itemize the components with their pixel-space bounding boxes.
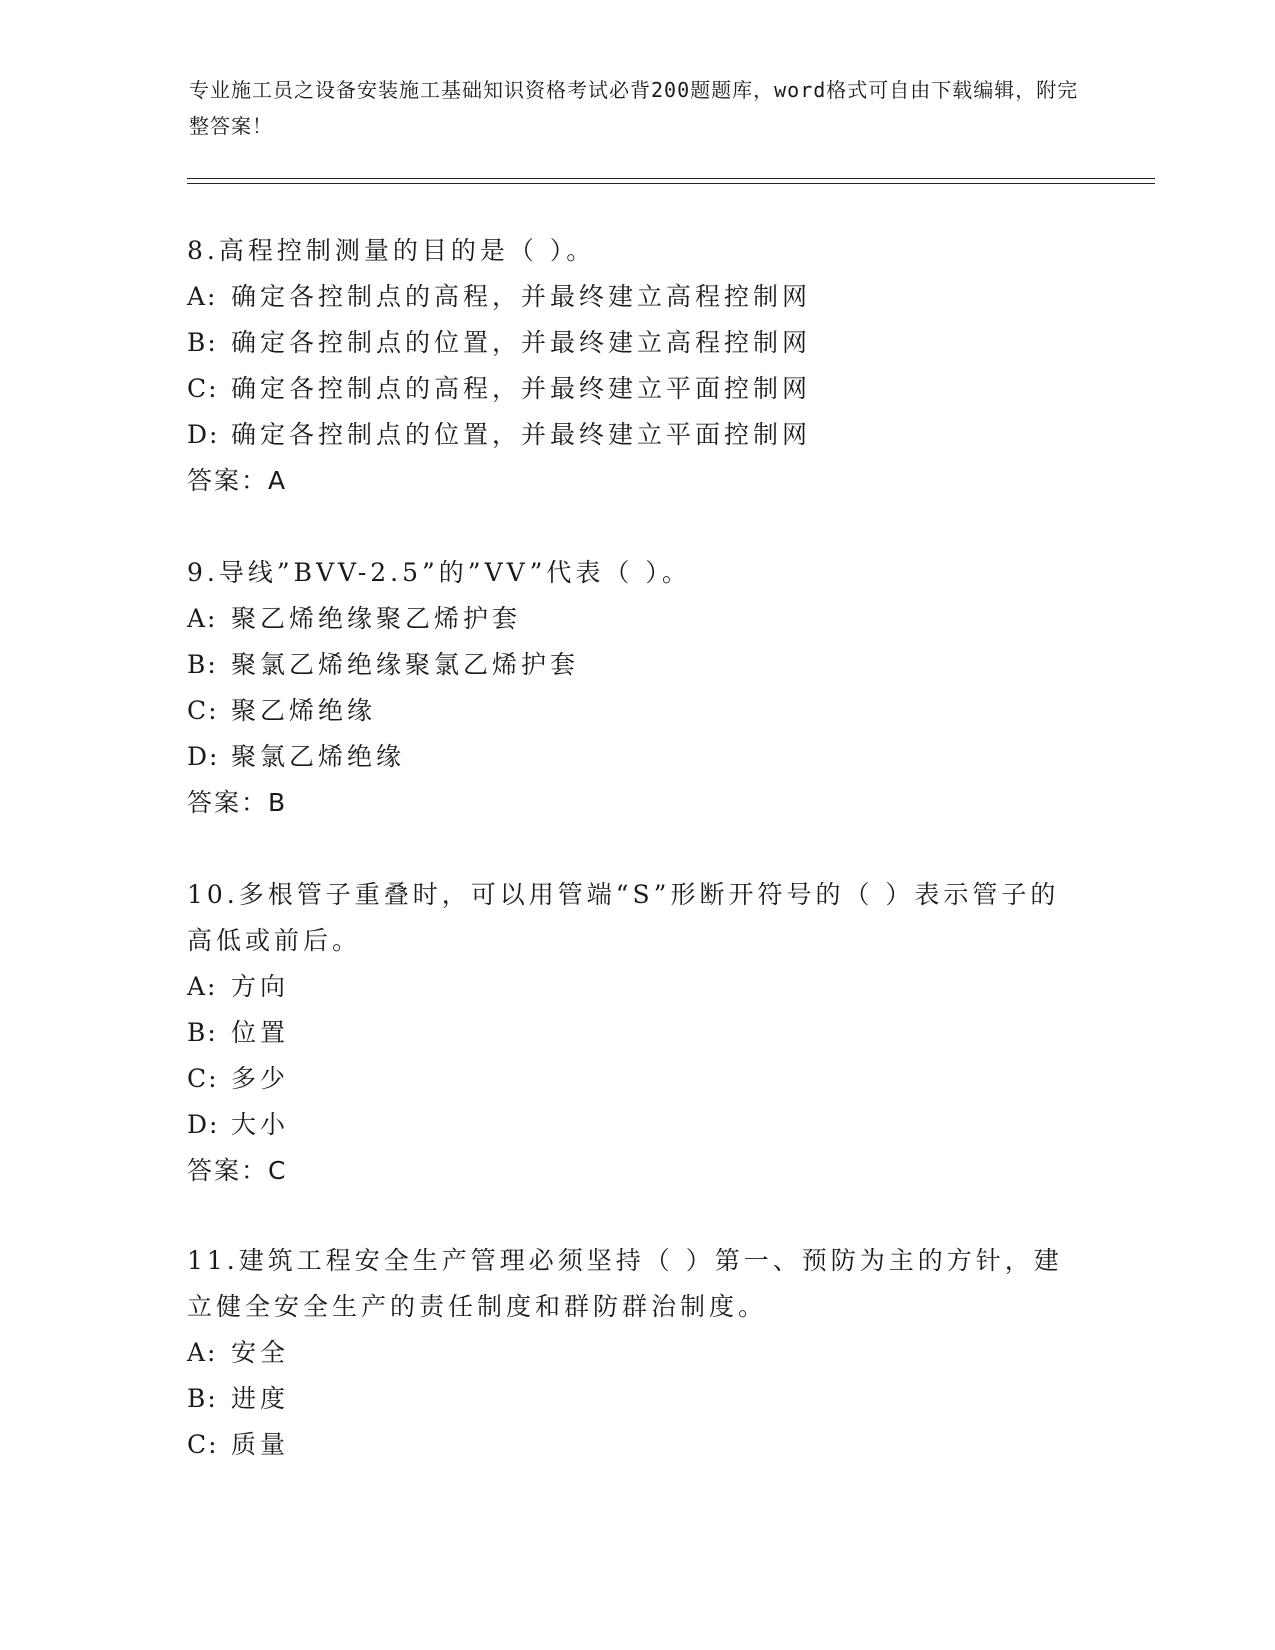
option-letter: A: bbox=[187, 1338, 218, 1367]
option-b bbox=[187, 320, 1087, 366]
option-letter: A: bbox=[187, 972, 218, 1001]
option-text: 聚氯乙烯绝缘 bbox=[231, 742, 406, 771]
option-a bbox=[187, 964, 1087, 1010]
document-header: 专业施工员之设备安装施工基础知识资格考试必背200题题库，word格式可自由下载编辑，附完整答案！ bbox=[189, 78, 1079, 138]
option-d bbox=[187, 1102, 1087, 1148]
option-text: 安全 bbox=[231, 1338, 290, 1367]
option-text: 进度 bbox=[231, 1384, 290, 1413]
header-divider-top bbox=[187, 178, 1155, 179]
option-b bbox=[187, 1010, 1087, 1056]
option-letter: B: bbox=[187, 1384, 218, 1413]
option-letter: C: bbox=[187, 1064, 219, 1093]
question-stem: 9.导线”BVV-2.5”的”VV”代表（ ）。 bbox=[187, 558, 691, 587]
option-c bbox=[187, 1422, 1087, 1468]
question-stem: 10.多根管子重叠时，可以用管端“S”形断开符号的（ ）表示管子的高低或前后。 bbox=[187, 880, 1060, 955]
option-letter: A: bbox=[187, 282, 218, 311]
option-text: 确定各控制点的高程，并最终建立高程控制网 bbox=[231, 282, 812, 311]
question-10 bbox=[187, 872, 1087, 1194]
option-letter: C: bbox=[187, 374, 219, 403]
question-stem: 8.高程控制测量的目的是（ ）。 bbox=[187, 236, 596, 265]
option-c bbox=[187, 688, 1087, 734]
option-letter: C: bbox=[187, 696, 219, 725]
option-text: 方向 bbox=[231, 972, 290, 1001]
option-text: 大小 bbox=[231, 1110, 290, 1139]
option-letter: B: bbox=[187, 650, 218, 679]
option-letter: B: bbox=[187, 1018, 218, 1047]
option-letter: C: bbox=[187, 1430, 219, 1459]
option-text: 聚乙烯绝缘 bbox=[231, 696, 377, 725]
option-letter: D: bbox=[187, 420, 220, 449]
answer-line: 答案：A bbox=[187, 466, 288, 495]
option-c bbox=[187, 366, 1087, 412]
question-9 bbox=[187, 550, 1087, 826]
answer-line: 答案：B bbox=[187, 788, 288, 817]
option-text: 多少 bbox=[231, 1064, 290, 1093]
option-a bbox=[187, 596, 1087, 642]
header-divider-bottom bbox=[187, 183, 1155, 184]
option-text: 确定各控制点的高程，并最终建立平面控制网 bbox=[231, 374, 812, 403]
question-11 bbox=[187, 1238, 1087, 1468]
option-d bbox=[187, 412, 1087, 458]
option-text: 质量 bbox=[231, 1430, 290, 1459]
option-a bbox=[187, 1330, 1087, 1376]
question-stem: 11.建筑工程安全生产管理必须坚持（ ）第一、预防为主的方针，建立健全安全生产的责任制度和群防群治制度。 bbox=[187, 1246, 1063, 1321]
option-b bbox=[187, 1376, 1087, 1422]
option-letter: D: bbox=[187, 742, 220, 771]
option-letter: A: bbox=[187, 604, 218, 633]
option-c bbox=[187, 1056, 1087, 1102]
option-text: 确定各控制点的位置，并最终建立平面控制网 bbox=[231, 420, 812, 449]
option-d bbox=[187, 734, 1087, 780]
option-text: 位置 bbox=[231, 1018, 290, 1047]
option-text: 聚乙烯绝缘聚乙烯护套 bbox=[231, 604, 522, 633]
option-letter: D: bbox=[187, 1110, 220, 1139]
option-text: 聚氯乙烯绝缘聚氯乙烯护套 bbox=[231, 650, 580, 679]
option-a bbox=[187, 274, 1087, 320]
answer-line: 答案：C bbox=[187, 1156, 288, 1185]
option-text: 确定各控制点的位置，并最终建立高程控制网 bbox=[231, 328, 812, 357]
question-8 bbox=[187, 228, 1087, 504]
option-letter: B: bbox=[187, 328, 218, 357]
option-b bbox=[187, 642, 1087, 688]
